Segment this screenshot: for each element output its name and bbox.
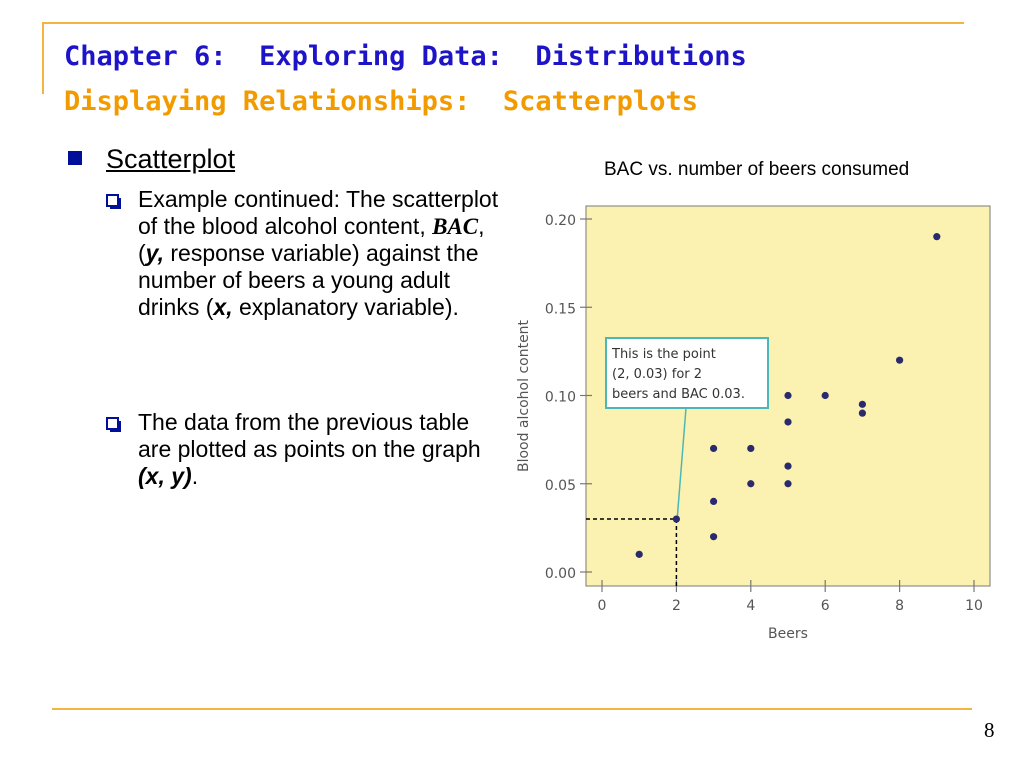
data-point [822,392,829,399]
data-point [784,463,791,470]
sub-bullet-data [138,409,483,490]
y-tick-label: 0.05 [544,477,576,494]
slide-subtitle: Displaying Relationships: Scatterplots [64,86,698,117]
y-tick-label: 0.15 [544,301,576,318]
checkbox-bullet-icon [106,194,119,207]
sub-bullet-text: Example continued: The scatterplot of the blood alcohol content, [138,186,499,239]
x-tick-label: 8 [895,598,905,614]
y-tick-label: 0.20 [544,213,576,229]
x-tick-label: 10 [965,598,983,614]
x-variable-label: x, [213,294,233,320]
y-tick-label: 0.00 [544,566,576,582]
data-point [747,480,754,487]
data-point [710,498,717,505]
x-tick-label: 2 [671,598,681,614]
sub-bullet-text: . [191,463,199,489]
x-tick-label: 4 [746,598,756,614]
sub-bullet-text: explanatory variable). [232,294,459,320]
sub-bullet-text: , ( [138,213,485,266]
data-point [636,551,643,558]
slide-frame-top [42,22,964,24]
sub-bullet-example [138,186,508,321]
sub-bullet-text: The data from the previous table are plotted as points on the graph [138,409,481,462]
annotation-text: beers and BAC 0.03. [612,387,745,402]
x-axis-label: Beers [768,626,808,642]
data-point [784,418,791,425]
data-point [859,401,866,408]
y-tick-label: 0.10 [544,389,576,406]
bullet-scatterplot: Scatterplot [106,144,236,174]
annotation-text: (2, 0.03) for 2 [612,367,703,382]
data-point [747,445,754,452]
slide-frame-left [42,22,44,94]
data-point [896,357,903,364]
data-point [710,533,717,540]
sub-bullet-text: response variable) against the number of beers a young adult drinks ( [138,240,479,320]
data-point [933,233,940,240]
x-tick-label: 6 [820,598,830,614]
x-tick-label: 0 [597,598,607,614]
data-point [673,515,680,522]
slide-frame-bottom [52,708,972,710]
xy-label: (x, y) [138,463,192,489]
data-point [784,480,791,487]
data-point [859,410,866,417]
data-point [710,445,717,452]
y-axis-label: Blood alcohol content [516,319,532,473]
annotation-text: This is the point [612,347,716,362]
y-variable-label: y, [145,240,164,266]
bullet-square-icon [68,151,82,165]
page-number: 8 [984,718,995,742]
scatterplot-chart [510,196,1000,656]
data-point [784,392,791,399]
bac-label: BAC [432,214,479,239]
checkbox-bullet-icon [106,417,119,430]
chart-title: BAC vs. number of beers consumed [604,159,910,180]
slide-title: Chapter 6: Exploring Data: Distributions [64,41,747,72]
